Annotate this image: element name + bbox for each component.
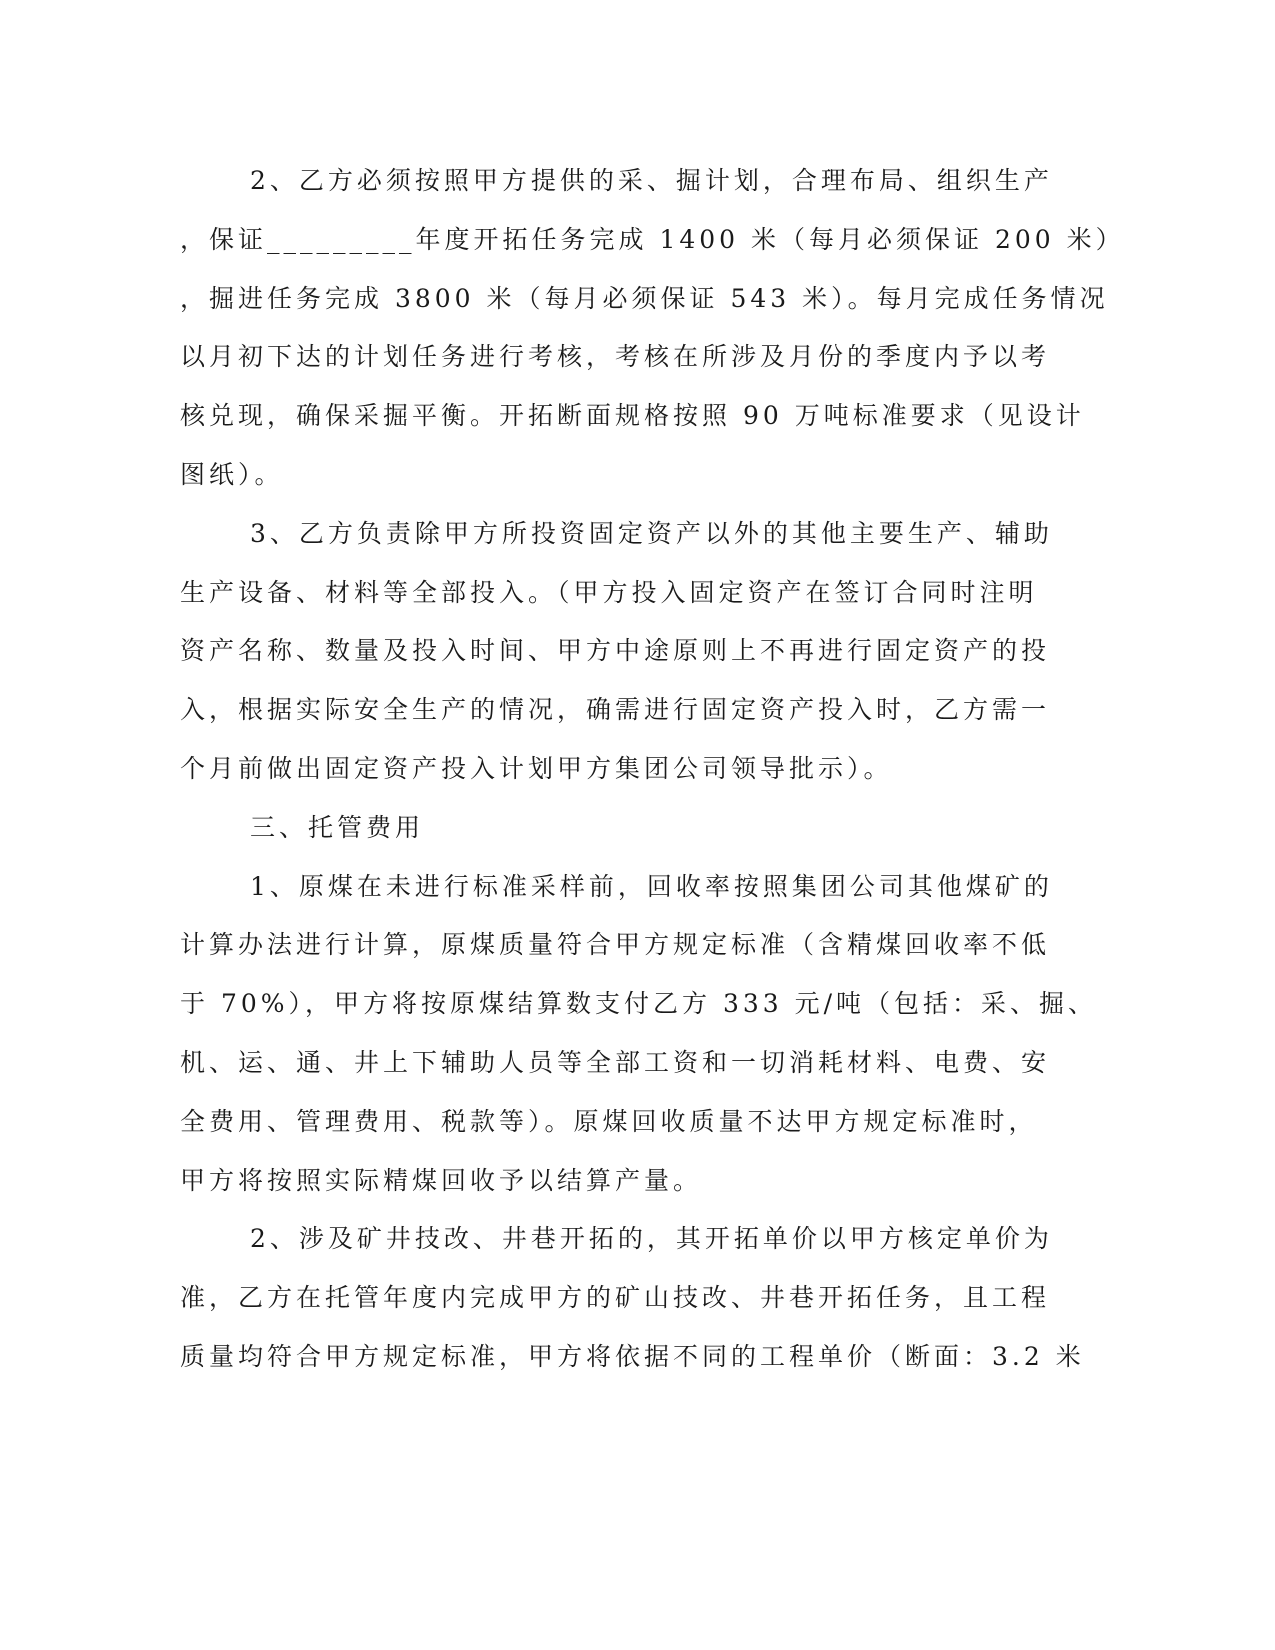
text-line: 2、乙方必须按照甲方提供的采、掘计划，合理布局、组织生产	[250, 166, 1053, 195]
text-line: 计算办法进行计算，原煤质量符合甲方规定标准（含精煤回收率不低	[180, 930, 1051, 959]
text-line: 个月前做出固定资产投入计划甲方集团公司领导批示）。	[180, 754, 893, 783]
text-line: 于 70%），甲方将按原煤结算数支付乙方 333 元/吨（包括：采、掘、	[180, 989, 1098, 1018]
section-heading: 三、托管费用	[250, 813, 425, 842]
text-line: 核兑现，确保采掘平衡。开拓断面规格按照 90 万吨标准要求（见设计	[180, 401, 1085, 430]
text-line: ，保证_________年度开拓任务完成 1400 米（每月必须保证 200 米）	[180, 225, 1125, 254]
text-line: 全费用、管理费用、税款等）。原煤回收质量不达甲方规定标准时，	[180, 1107, 1038, 1136]
text-line: 1、原煤在未进行标准采样前，回收率按照集团公司其他煤矿的	[250, 872, 1053, 901]
text-line: 入，根据实际安全生产的情况，确需进行固定资产投入时，乙方需一	[180, 695, 1051, 724]
text-line: ，掘进任务完成 3800 米（每月必须保证 543 米）。每月完成任务情况	[180, 284, 1109, 313]
text-line: 机、运、通、井上下辅助人员等全部工资和一切消耗材料、电费、安	[180, 1048, 1051, 1077]
text-line: 资产名称、数量及投入时间、甲方中途原则上不再进行固定资产的投	[180, 636, 1051, 665]
text-line: 2、涉及矿井技改、井巷开拓的，其开拓单价以甲方核定单价为	[250, 1224, 1053, 1253]
text-line: 甲方将按照实际精煤回收予以结算产量。	[180, 1166, 703, 1195]
text-line: 以月初下达的计划任务进行考核，考核在所涉及月份的季度内予以考	[180, 342, 1051, 371]
text-line: 图纸）。	[180, 460, 284, 489]
text-line: 3、乙方负责除甲方所投资固定资产以外的其他主要生产、辅助	[250, 519, 1053, 548]
text-line: 生产设备、材料等全部投入。（甲方投入固定资产在签订合同时注明	[180, 578, 1038, 607]
text-line: 质量均符合甲方规定标准，甲方将依据不同的工程单价（断面：3.2 米	[180, 1342, 1085, 1371]
text-line: 准，乙方在托管年度内完成甲方的矿山技改、井巷开拓任务，且工程	[180, 1283, 1051, 1312]
